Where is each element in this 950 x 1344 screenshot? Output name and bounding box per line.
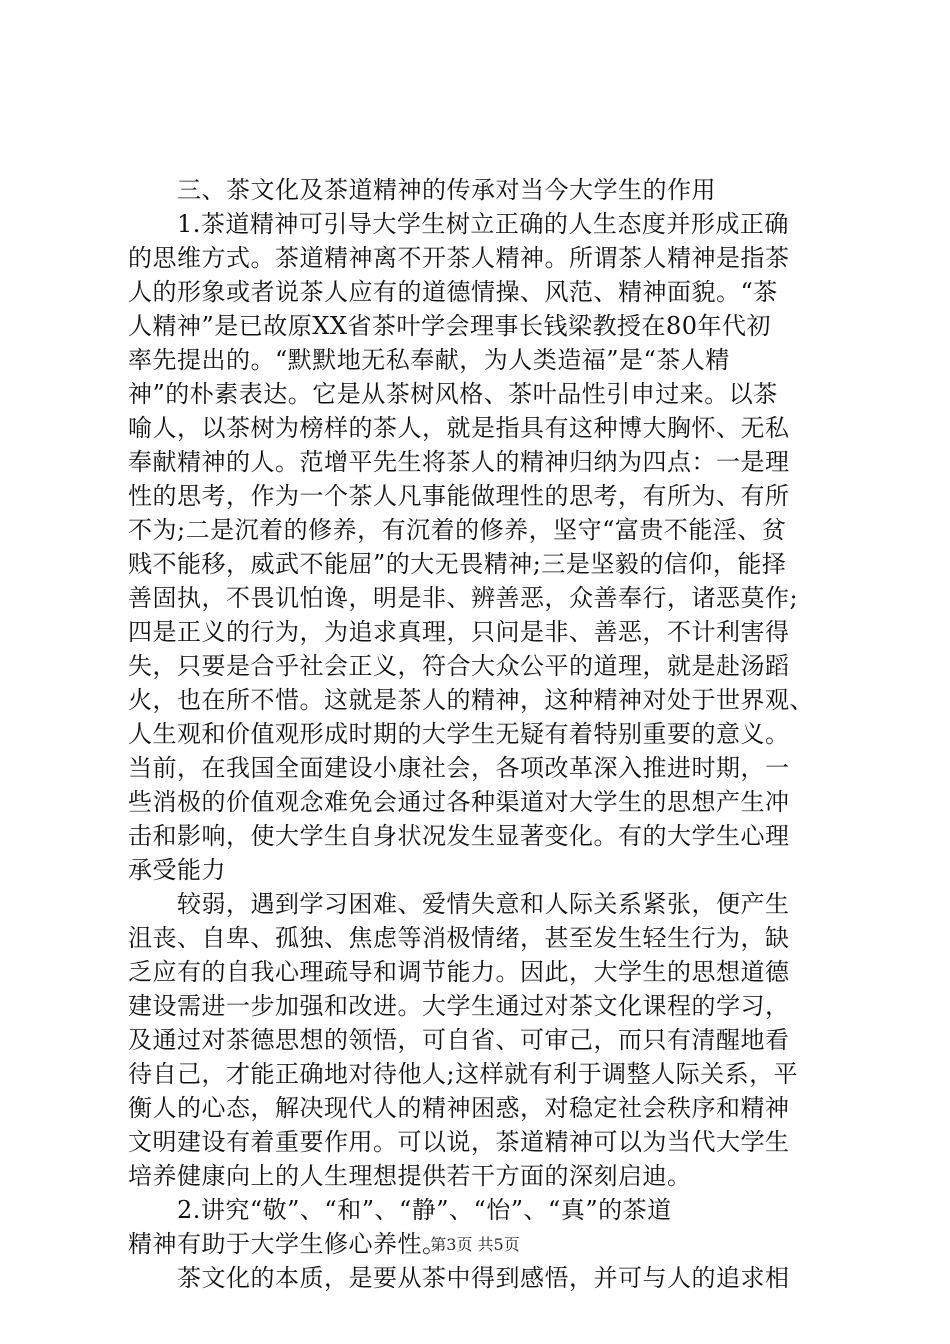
text-line: 人的形象或者说茶人应有的道德情操、风范、精神面貌。“茶 bbox=[128, 278, 778, 306]
text-line: 沮丧、自卑、孤独、焦虑等消极情绪，甚至发生轻生行为，缺 bbox=[128, 924, 790, 952]
text-line: 贱不能移，威武不能屈”的大无畏精神;三是坚毅的信仰，能择 bbox=[128, 550, 787, 578]
text-line: 不为;二是沉着的修养，有沉着的修养，坚守“富贵不能淫、贫 bbox=[128, 516, 787, 544]
text-line: 文明建设有着重要作用。可以说，茶道精神可以为当代大学生 bbox=[128, 1128, 790, 1156]
text-line: 衡人的心态，解决现代人的精神困惑，对稳定社会秩序和精神 bbox=[128, 1094, 790, 1122]
text-line: 击和影响，使大学生自身状况发生显著变化。有的大学生心理 bbox=[128, 822, 790, 850]
text-line: 性的思考，作为一个茶人凡事能做理性的思考，有所为、有所 bbox=[128, 482, 790, 510]
text-line: 四是正义的行为，为追求真理，只问是非、善恶，不计利害得 bbox=[128, 618, 790, 646]
text-line: 人生观和价值观形成时期的大学生无疑有着特别重要的意义。 bbox=[128, 720, 790, 748]
text-line: 人精神”是已故原XX省茶叶学会理事长钱梁教授在80年代初 bbox=[128, 312, 771, 340]
text-line: 及通过对茶德思想的领悟，可自省、可审己，而只有清醒地看 bbox=[128, 1026, 790, 1054]
text-line: 些消极的价值观念难免会通过各种渠道对大学生的思想产生冲 bbox=[128, 788, 790, 816]
text-line: 喻人，以茶树为榜样的茶人，就是指具有这种博大胸怀、无私 bbox=[128, 414, 790, 442]
text-line: 建设需进一步加强和改进。大学生通过对茶文化课程的学习， bbox=[128, 992, 790, 1020]
text-line: 善固执，不畏讥怕谗，明是非、辨善恶，众善奉行，诸恶莫作; bbox=[128, 584, 799, 612]
text-line: 率先提出的。“默默地无私奉献，为人类造福”是“茶人精 bbox=[128, 346, 730, 374]
text-line: 茶文化的本质，是要从茶中得到感悟，并可与人的追求相 bbox=[128, 1264, 790, 1292]
text-line: 的思维方式。茶道精神离不开茶人精神。所谓茶人精神是指茶 bbox=[128, 244, 790, 272]
text-line: 1.茶道精神可引导大学生树立正确的人生态度并形成正确 bbox=[128, 210, 789, 238]
text-line: 神”的朴素表达。它是从茶树风格、茶叶品性引申过来。以茶 bbox=[128, 380, 778, 408]
text-line: 奉献精神的人。范增平先生将茶人的精神归纳为四点：一是理 bbox=[128, 448, 790, 476]
text-line: 承受能力 bbox=[128, 856, 226, 884]
text-line: 培养健康向上的人生理想提供若干方面的深刻启迪。 bbox=[128, 1162, 692, 1190]
page-footer: 第3页 共5页 bbox=[430, 1235, 520, 1254]
text-line: 当前，在我国全面建设小康社会，各项改革深入推进时期，一 bbox=[128, 754, 790, 782]
text-line: 待自己，才能正确地对待他人;这样就有利于调整人际关系，平 bbox=[128, 1060, 799, 1088]
text-line: 较弱，遇到学习困难、爱情失意和人际关系紧张，便产生 bbox=[128, 890, 790, 918]
text-line: 火，也在所不惜。这就是茶人的精神，这种精神对处于世界观、 bbox=[128, 686, 814, 714]
text-line: 乏应有的自我心理疏导和调节能力。因此，大学生的思想道德 bbox=[128, 958, 790, 986]
text-line: 2.讲究“敬”、“和”、“静”、“怡”、“真”的茶道 bbox=[128, 1196, 672, 1224]
text-line: 三、茶文化及茶道精神的传承对当今大学生的作用 bbox=[128, 176, 716, 204]
body-text bbox=[128, 173, 840, 1295]
text-line: 失，只要是合乎社会正义，符合大众公平的道理，就是赴汤蹈 bbox=[128, 652, 790, 680]
text-line: 精神有助于大学生修心养性。 bbox=[128, 1230, 447, 1258]
